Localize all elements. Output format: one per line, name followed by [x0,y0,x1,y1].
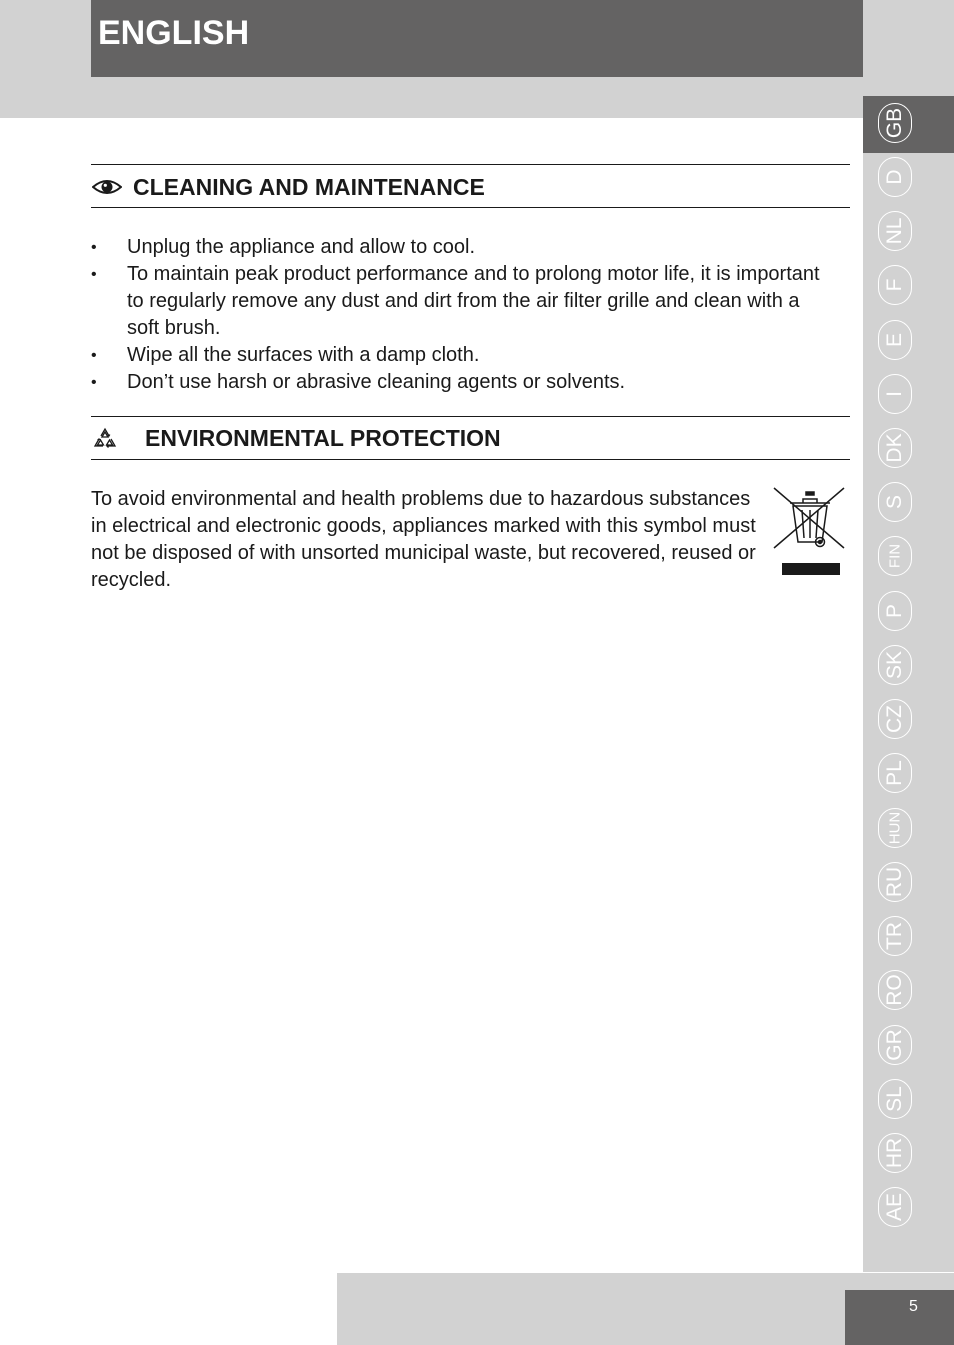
bullet-dot: • [91,239,97,256]
eye-icon [92,177,122,197]
page-number: 5 [909,1298,918,1315]
language-tab-hun[interactable] [878,808,912,848]
language-tab-label: TR [883,922,906,950]
language-tab-label: HUN [886,811,904,845]
language-tab-ru[interactable] [878,862,912,902]
language-tab-d[interactable] [878,157,912,197]
list-item [91,369,836,396]
list-item [91,234,836,261]
list-item [91,342,836,369]
language-tab-label: PL [883,760,906,786]
bullet-dot: • [91,266,97,283]
language-tab-label: NL [883,217,906,245]
language-tab-label: GR [883,1029,906,1061]
section-rule-top [91,164,850,165]
section-rule-bottom [91,459,850,460]
language-tab-e[interactable] [878,320,912,360]
language-tab-pl[interactable] [878,753,912,793]
environment-text: To avoid environmental and health problems due to hazardous substances in electrical and electronic goods, appliances marked with this symbol must not be disposed of with unsorted municipal waste, but recovered, reused or recycled. [91,488,756,591]
language-tab-gb[interactable] [878,103,912,143]
language-tab-label: GB [883,107,906,139]
language-tab-ae[interactable] [878,1187,912,1227]
language-tab-dk[interactable] [878,428,912,468]
language-tab-i[interactable] [878,374,912,414]
header-bar [91,0,863,77]
cleaning-list [91,234,836,396]
bullet-dot: • [91,347,97,364]
language-tab-label: CZ [883,705,906,733]
list-item-text: To maintain peak product performance and to prolong motor life, it is important to regularly remove any dust and dirt from the air filter grille and clean with a soft brush. [127,263,820,339]
cleaning-section-title: CLEANING AND MAINTENANCE [133,174,485,200]
bullet-dot: • [91,374,97,391]
language-tab-ro[interactable] [878,970,912,1010]
language-tab-sl[interactable] [878,1079,912,1119]
language-tab-label: HR [883,1137,906,1169]
environment-section-title: ENVIRONMENTAL PROTECTION [145,425,501,451]
language-tab-label: SL [883,1086,906,1112]
language-tab-tr[interactable] [878,916,912,956]
page-title: ENGLISH [98,14,250,52]
language-tab-label: I [883,391,906,397]
list-item-text: Wipe all the surfaces with a damp cloth. [127,344,480,366]
language-tab-label: RU [883,866,906,898]
language-tab-sk[interactable] [878,645,912,685]
language-tab-label: D [883,169,906,185]
recycle-icon [92,427,118,453]
language-tab-p[interactable] [878,591,912,631]
language-tab-f[interactable] [878,265,912,305]
language-tab-label: AE [883,1192,906,1222]
language-tab-label: P [883,603,906,619]
language-tab-hr[interactable] [878,1133,912,1173]
section-rule-bottom [91,207,850,208]
language-tab-fin[interactable] [878,536,912,576]
language-tab-label: RO [883,974,906,1006]
section-rule-top [91,416,850,417]
language-tab-label: FIN [886,543,904,569]
language-tab-label: DK [883,433,906,463]
language-tab-nl[interactable] [878,211,912,251]
language-tab-gr[interactable] [878,1025,912,1065]
language-tab-label: E [883,332,906,348]
page-number-box [845,1290,954,1345]
language-tab-label: S [883,494,906,510]
language-tab-label: F [883,278,906,292]
crossed-out-bin-icon [772,486,848,578]
list-item-text: Don’t use harsh or abrasive cleaning agents or solvents. [127,371,626,393]
list-item [91,261,836,342]
language-tab-cz[interactable] [878,699,912,739]
language-tab-s[interactable] [878,482,912,522]
language-tab-label: SK [883,650,906,680]
list-item-text: Unplug the appliance and allow to cool. [127,236,476,258]
